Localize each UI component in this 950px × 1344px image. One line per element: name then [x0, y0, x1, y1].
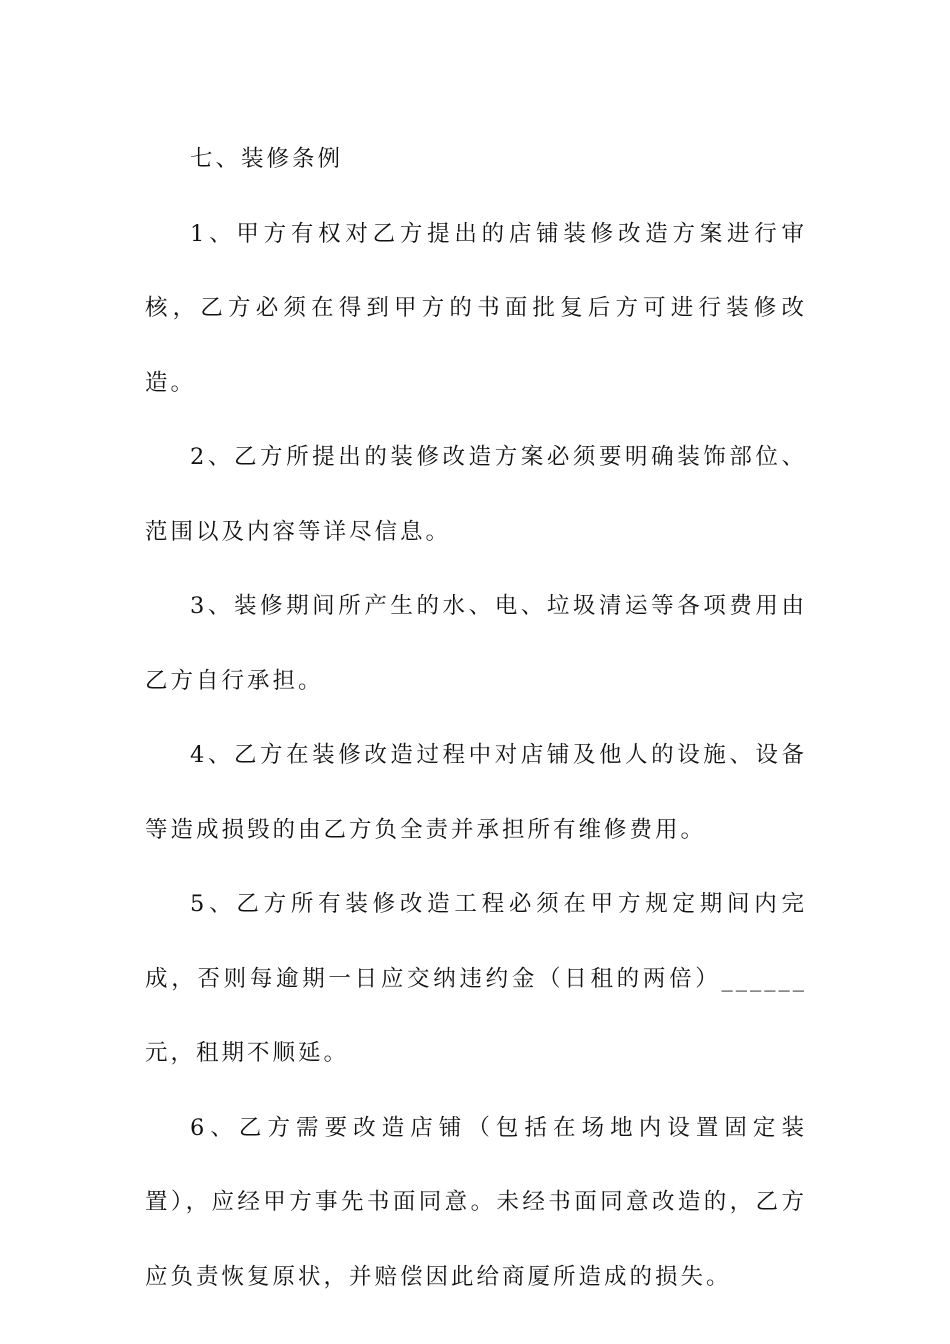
clause-5: 5、乙方所有装修改造工程必须在甲方规定期间内完成，否则每逾期一日应交纳违约金（日租的两倍）______元，租期不顺延。: [145, 891, 807, 1066]
clause-4: 4、乙方在装修改造过程中对店铺及他人的设施、设备等造成损毁的由乙方负全责并承担所有维修费用。: [145, 742, 807, 843]
document-body: [145, 122, 807, 1314]
clause-6: 6、乙方需要改造店铺（包括在场地内设置固定装置），应经甲方事先书面同意。未经书面同意改造的，乙方应负责恢复原状，并赔偿因此给商厦所造成的损失。: [145, 1114, 807, 1290]
clause-3: 3、装修期间所产生的水、电、垃圾清运等各项费用由乙方自行承担。: [145, 593, 807, 694]
clause-1: 1、甲方有权对乙方提出的店铺装修改造方案进行审核，乙方必须在得到甲方的书面批复后方可进行装修改造。: [145, 220, 807, 396]
section-heading: 七、装修条例: [190, 146, 344, 172]
clause-2: 2、乙方所提出的装修改造方案必须要明确装饰部位、范围以及内容等详尽信息。: [145, 444, 807, 545]
